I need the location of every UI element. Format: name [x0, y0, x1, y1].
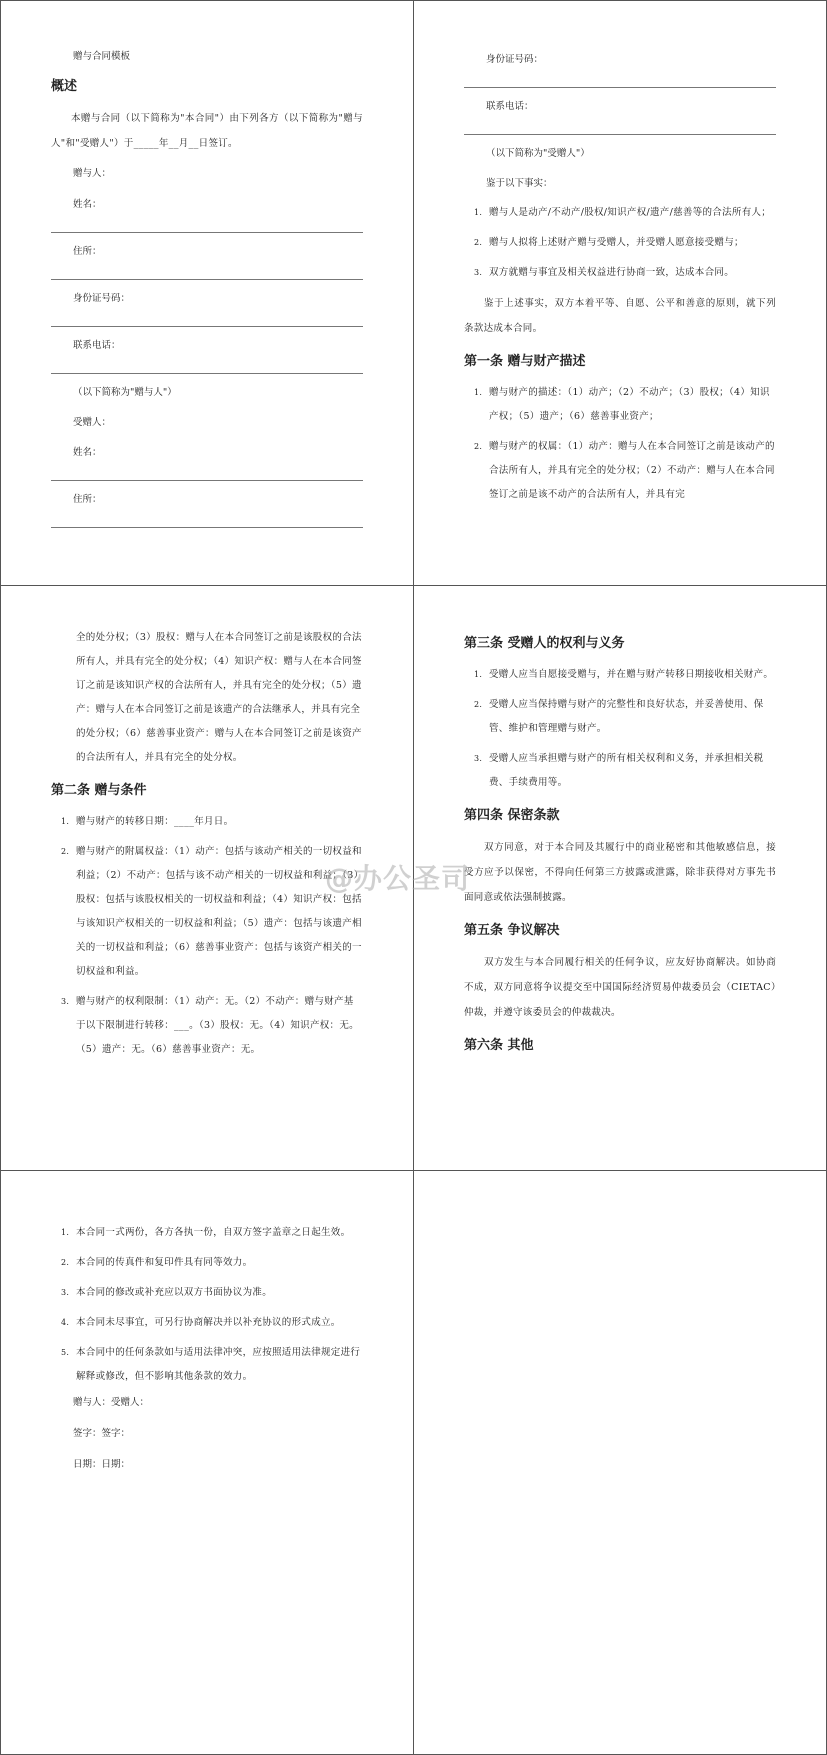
overview-heading: 概述	[51, 79, 78, 94]
article4-heading: 第四条 保密条款	[464, 808, 560, 823]
intro-paragraph: 本赠与合同（以下简称为"本合同"）由下列各方（以下简称为"赠与人"和"受赠人"）于_____年__月__日签订。	[51, 113, 363, 149]
page-5-content	[51, 1171, 363, 1488]
list-item: 1. 本合同一式两份，各方各执一份，自双方签字盖章之日起生效。	[61, 1227, 351, 1238]
article6-list	[51, 1221, 363, 1389]
recipient-address-line	[51, 505, 363, 528]
signature-parties: 赠与人：受赠人：	[73, 1397, 150, 1408]
whereas-conclusion: 鉴于上述事实，双方本着平等、自愿、公平和善意的原则，就下列条款达成本合同。	[464, 298, 776, 334]
donor-id-label: 身份证号码：	[73, 293, 131, 304]
page-2	[413, 0, 827, 586]
donor-heading: 赠与人：	[73, 168, 112, 179]
list-item: 3. 受赠人应当承担赠与财产的所有相关权利和义务，并承担相关税费、手续费用等。	[474, 753, 764, 788]
signature-date: 日期：日期：	[73, 1459, 131, 1470]
recipient-name-line	[51, 458, 363, 481]
list-item: 1. 受赠人应当自愿接受赠与，并在赠与财产转移日期接收相关财产。	[474, 669, 774, 680]
page-5	[0, 1170, 414, 1755]
article1-item2-continued: 全的处分权；（3）股权：赠与人在本合同签订之前是该股权的合法所有人，并具有完全的处分权；（4）知识产权：赠与人在本合同签订之前是该知识产权的合法所有人，并具有完全的处分权；（5）遗产：赠与人在本合同签订之前是该遗产的合法继承人，并具有完全的处分权；（6）慈善事业资产：赠与人在本合同签订之前是该资产的合法所有人，并具有完全的处分权。	[76, 632, 362, 763]
recipient-heading: 受赠人：	[73, 417, 112, 428]
list-item: 2. 赠与财产的附属权益：（1）动产：包括与该动产相关的一切权益和利益；（2）不动产：包括与该不动产相关的一切权益和利益；（3）股权：包括与该股权相关的一切权益和利益；（4）知识产权：包括与该知识产权相关的一切权益和利益；（5）遗产：包括与该遗产相关的一切权益和利益；（6）慈善事业资产：包括与该资产相关的一切权益和利益。	[61, 846, 362, 977]
page-1-content	[51, 1, 363, 538]
page-2-content	[464, 1, 776, 513]
watermark: @办公圣司	[325, 862, 471, 895]
donor-address-line	[51, 257, 363, 280]
article3-list	[464, 663, 776, 795]
donor-alias-note: （以下简称为"赠与人"）	[73, 387, 177, 398]
whereas-list	[464, 201, 776, 285]
article5-heading: 第五条 争议解决	[464, 923, 560, 938]
list-item: 4. 本合同未尽事宜，可另行协商解决并以补充协议的形式成立。	[61, 1317, 341, 1328]
recipient-id-label: 身份证号码：	[486, 54, 544, 65]
donor-phone-line	[51, 351, 363, 374]
list-item: 3. 赠与财产的权利限制：（1）动产：无。（2）不动产：赠与财产基于以下限制进行转移：___。（3）股权：无。（4）知识产权：无。（5）遗产：无。（6）慈善事业资产：无。	[61, 996, 359, 1055]
article6-heading: 第六条 其他	[464, 1038, 534, 1053]
recipient-alias-note: （以下简称为"受赠人"）	[486, 148, 590, 159]
recipient-phone-label: 联系电话：	[486, 101, 534, 112]
signature-line: 签字：签字：	[73, 1428, 131, 1439]
whereas-intro: 鉴于以下事实：	[486, 178, 553, 189]
page-1	[0, 0, 414, 586]
list-item: 2. 受赠人应当保持赠与财产的完整性和良好状态，并妥善使用、保管、维护和管理赠与财产。	[474, 699, 764, 734]
page-6	[413, 1170, 827, 1755]
list-item: 3. 本合同的修改或补充应以双方书面协议为准。	[61, 1287, 273, 1298]
list-item: 1. 赠与财产的转移日期：____年月日。	[61, 816, 234, 827]
article5-paragraph: 双方发生与本合同履行相关的任何争议，应友好协商解决。如协商不成，双方同意将争议提交至中国国际经济贸易仲裁委员会（CIETAC）仲裁，并遵守该委员会的仲裁裁决。	[464, 957, 776, 1018]
donor-name-line	[51, 210, 363, 233]
list-item: 1. 赠与人是动产/不动产/股权/知识产权/遗产/慈善等的合法所有人；	[474, 207, 772, 218]
list-item: 2. 本合同的传真件和复印件具有同等效力。	[61, 1257, 253, 1268]
donor-address-label: 住所：	[73, 246, 102, 257]
donor-id-line	[51, 304, 363, 327]
page-4-content	[464, 586, 776, 1065]
recipient-name-label: 姓名：	[73, 447, 102, 458]
list-item: 3. 双方就赠与事宜及相关权益进行协商一致，达成本合同。	[474, 267, 735, 278]
list-item: 2. 赠与财产的权属：（1）动产：赠与人在本合同签订之前是该动产的合法所有人，并具有完全的处分权；（2）不动产：赠与人在本合同签订之前是该不动产的合法所有人，并具有完	[474, 441, 775, 500]
donor-name-label: 姓名：	[73, 199, 102, 210]
doc-title: 赠与合同模板	[73, 51, 131, 62]
list-item: 5. 本合同中的任何条款如与适用法律冲突，应按照适用法律规定进行解释或修改，但不影响其他条款的效力。	[61, 1347, 361, 1382]
list-item: 2. 赠与人拟将上述财产赠与受赠人，并受赠人愿意接受赠与；	[474, 237, 744, 248]
donor-phone-label: 联系电话：	[73, 340, 121, 351]
recipient-id-line	[464, 65, 776, 88]
article2-list	[51, 810, 363, 1062]
list-item: 1. 赠与财产的描述：（1）动产；（2）不动产；（3）股权；（4）知识产权；（5）遗产；（6）慈善事业资产；	[474, 387, 770, 422]
article1-heading: 第一条 赠与财产描述	[464, 354, 586, 369]
article1-list	[464, 381, 776, 507]
page-3-content	[51, 586, 363, 1068]
article3-heading: 第三条 受赠人的权利与义务	[464, 636, 625, 651]
recipient-address-label: 住所：	[73, 494, 102, 505]
page-4	[413, 585, 827, 1171]
article4-paragraph: 双方同意，对于本合同及其履行中的商业秘密和其他敏感信息，接受方应予以保密，不得向任何第三方披露或泄露，除非获得对方事先书面同意或依法强制披露。	[464, 842, 776, 903]
recipient-phone-line	[464, 112, 776, 135]
article2-heading: 第二条 赠与条件	[51, 783, 147, 798]
